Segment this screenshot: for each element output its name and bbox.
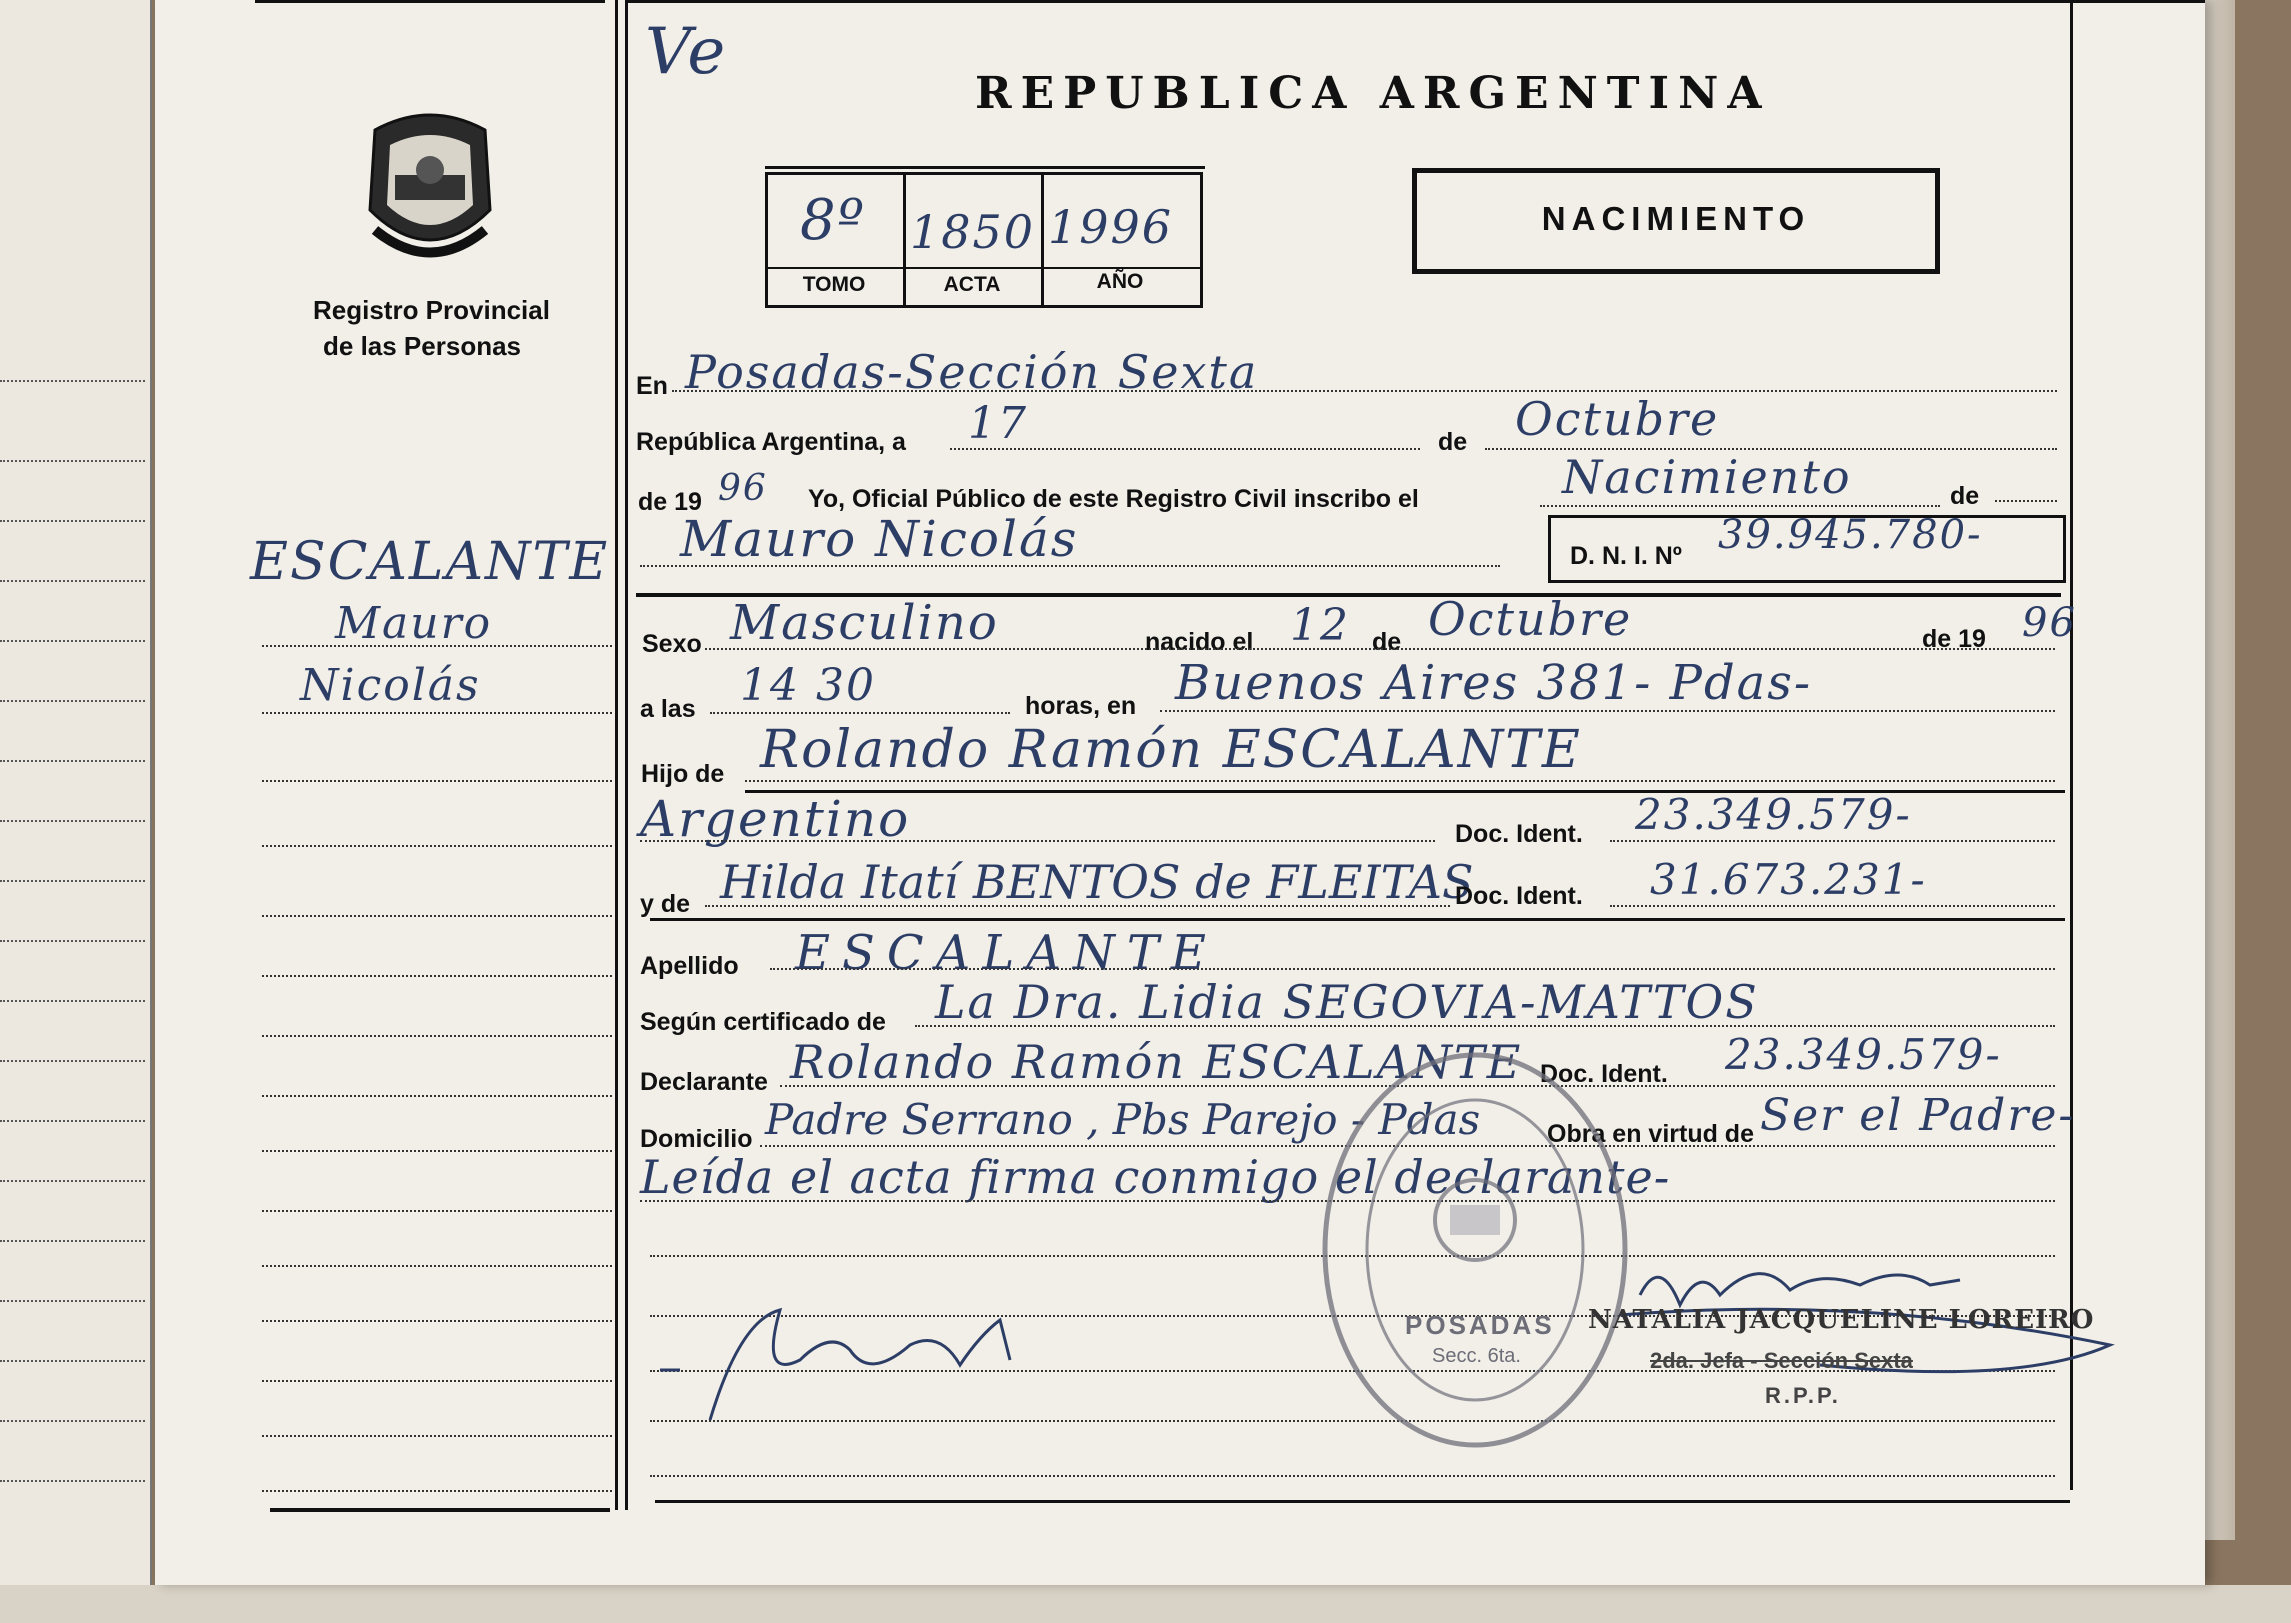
official-name: NATALIA JACQUELINE LOREIRO: [1588, 1305, 2095, 1335]
margin-line: [262, 1095, 612, 1097]
stamp-section: Secc. 6ta.: [1432, 1345, 1521, 1367]
margin-line: [262, 1380, 612, 1382]
birth-month-value: Octubre: [1428, 592, 1633, 646]
apellido-label: Apellido: [640, 952, 739, 980]
place-value: Buenos Aires 381- Pdas-: [1175, 655, 1813, 711]
margin-line: [262, 1035, 612, 1037]
margin-line: [262, 1435, 612, 1437]
mother-value: Hilda Itatí BENTOS de FLEITAS: [720, 855, 1474, 909]
dni-label: D. N. I. Nº: [1570, 542, 1682, 570]
margin-line: [262, 645, 612, 647]
table-surface: [0, 1585, 2291, 1623]
corner-check-mark: Ve: [645, 15, 728, 89]
year-value: 96: [718, 468, 768, 509]
father-doc-line: [1610, 840, 2055, 842]
apellido-line: [770, 968, 2055, 970]
alas-label: a las: [640, 695, 696, 723]
birth-day-value: 12: [1290, 600, 1350, 651]
hour-value: 14 30: [740, 660, 876, 711]
sexo-value: Masculino: [730, 595, 999, 651]
en-label: En: [636, 372, 668, 400]
year-prefix-label: de 19: [638, 488, 702, 516]
horas-label: horas, en: [1025, 692, 1137, 720]
de19-label: de 19: [1922, 625, 1986, 653]
country-title: REPUBLICA ARGENTINA: [975, 68, 1771, 119]
ano-value: 1996: [1048, 200, 1174, 254]
father-line: [745, 780, 2055, 782]
certificado-value: La Dra. Lidia SEGOVIA-MATTOS: [935, 975, 1759, 1029]
domicilio-label: Domicilio: [640, 1125, 753, 1153]
declarante-label: Declarante: [640, 1068, 768, 1096]
day-value: 17: [968, 398, 1028, 449]
de-line: [1995, 500, 2057, 502]
obra-value: Ser el Padre-: [1760, 1090, 2076, 1141]
adjacent-page: [0, 0, 152, 1590]
margin-line: [262, 1150, 612, 1152]
en-line: [672, 390, 2057, 392]
margin-line: [262, 780, 612, 782]
place-line: [1160, 710, 2055, 712]
day-line: [950, 448, 1420, 450]
acta-label: ACTA: [943, 273, 1001, 296]
en-value: Posadas-Sección Sexta: [685, 345, 1259, 399]
declarante-doc-value: 23.349.579-: [1725, 1030, 2002, 1079]
declarante-value: Rolando Ramón ESCALANTE: [790, 1035, 1523, 1089]
nacido-label: nacido el: [1145, 628, 1254, 656]
margin-name2: Nicolás: [300, 660, 481, 711]
margin-name1: Mauro: [335, 598, 493, 649]
de-label-2: de: [1950, 482, 1980, 510]
official-org: R.P.P.: [1765, 1383, 1841, 1408]
margin-line: [262, 1320, 612, 1322]
de-label: de: [1438, 428, 1468, 456]
de-label-3: de: [1372, 628, 1402, 656]
record-type-label: NACIMIENTO: [1541, 200, 1811, 237]
margin-line: [262, 712, 612, 714]
official-stamp: [1310, 1040, 1640, 1460]
hijo-label: Hijo de: [641, 760, 725, 788]
registry-name-line2: de las Personas: [323, 331, 521, 361]
stamp-city: POSADAS: [1405, 1310, 1555, 1340]
record-box-top-rule: [765, 166, 1205, 169]
domicilio-value: Padre Serrano , Pbs Parejo - Pdas: [765, 1095, 1481, 1144]
obra-label: Obra en virtud de: [1547, 1120, 1754, 1148]
blank-line: [650, 1475, 2055, 1477]
certificado-line: [915, 1025, 2055, 1027]
margin-line: [262, 1490, 612, 1492]
registry-name-line1: Registro Provincial: [313, 295, 550, 325]
hour-line: [710, 712, 1010, 714]
nationality-line: [640, 840, 1435, 842]
inscribo-value: Nacimiento: [1562, 450, 1852, 504]
inscribo-label: Yo, Oficial Público de este Registro Civil inscribo el: [808, 485, 1419, 513]
margin-line: [262, 1265, 612, 1267]
child-name-value: Mauro Nicolás: [680, 510, 1079, 568]
tomo-label: TOMO: [802, 273, 866, 296]
margin-line: [262, 975, 612, 977]
margin-line: [262, 1210, 612, 1212]
dni-value: 39.945.780-: [1718, 512, 1983, 558]
mother-doc-line: [1610, 905, 2055, 907]
certificado-label: Según certificado de: [640, 1008, 886, 1036]
birth-year-value: 96: [2022, 600, 2077, 646]
mother-doc-label: Doc. Ident.: [1455, 882, 1583, 910]
father-nationality-value: Argentino: [640, 790, 911, 848]
margin-line: [262, 915, 612, 917]
official-title: 2da. Jefa - Sección Sexta: [1650, 1348, 1913, 1373]
father-value: Rolando Ramón ESCALANTE: [760, 720, 1582, 780]
mother-rule: [650, 918, 2065, 921]
republica-label: República Argentina, a: [636, 428, 906, 456]
declarante-doc-label: Doc. Ident.: [1540, 1060, 1668, 1088]
margin-line: [262, 845, 612, 847]
name-line: [640, 565, 1500, 567]
margin-surname: ESCALANTE: [250, 532, 610, 592]
ano-label: AÑO: [1096, 270, 1144, 293]
mother-label: y de: [640, 890, 691, 918]
tomo-value: 8º: [800, 188, 866, 253]
acta-value: 1850: [910, 205, 1036, 259]
father-doc-label: Doc. Ident.: [1455, 820, 1583, 848]
father-doc-value: 23.349.579-: [1635, 790, 1912, 839]
mother-line: [705, 905, 1450, 907]
declarant-signature: [650, 1290, 1040, 1440]
closing-statement: Leída el acta firma conmigo el declarante-: [640, 1150, 1671, 1204]
month-value: Octubre: [1515, 392, 1720, 446]
sexo-line: [705, 648, 2055, 650]
apellido-value: ESCALANTE: [795, 925, 1218, 981]
inscribo-line: [1540, 505, 1940, 507]
mother-doc-value: 31.673.231-: [1650, 855, 1927, 904]
province-crest-icon: [355, 100, 505, 270]
sexo-label: Sexo: [642, 630, 702, 658]
